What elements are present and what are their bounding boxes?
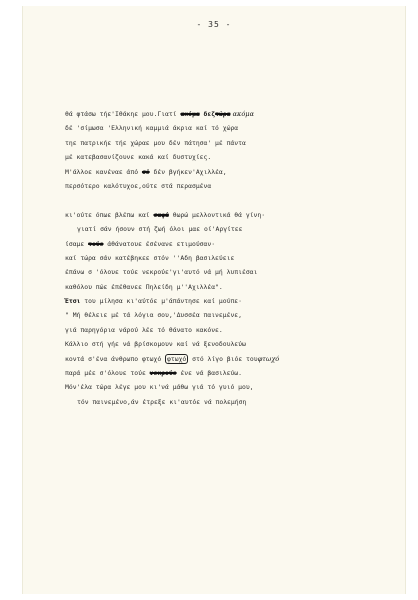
- text-line-15: [65, 323, 401, 337]
- typed-text: Μόν'έλα τώρα λέγε μου κι'νά μάθω γιά τό γυιό μου,: [65, 383, 254, 392]
- text-line-11: [65, 265, 401, 279]
- typed-text: καί τώρα σάν κατέβηκεε στόν ''Αδη βασιλεύειε: [65, 253, 235, 262]
- text-line-2: [65, 121, 401, 135]
- text-line-9: [65, 237, 401, 251]
- text-line-14: [65, 308, 401, 322]
- text-line-13: [65, 294, 401, 308]
- text-line-10: [65, 251, 401, 265]
- page-number: - 35 -: [196, 20, 232, 29]
- typed-text: περσότερο καλότυχοε,ούτε στά περασμένα: [65, 181, 212, 190]
- text-line-8: [65, 222, 401, 236]
- typed-text: στό λίγο βιόε του: [188, 354, 258, 363]
- typed-text: δέ 'σίμωσα 'Ελληνική καμμιά άκρια καί τό χώρα: [65, 124, 239, 133]
- struck-out-word: τώρα: [215, 110, 231, 118]
- typed-text: ένε νά βασιλεύω.: [176, 369, 243, 378]
- text-line-6: [65, 179, 401, 193]
- typed-text: γιατί σάν ήσουν στή ζωή όλοι μαε οί'Αργίτεε: [77, 225, 243, 234]
- struck-out-word: σαφά: [153, 210, 169, 219]
- typed-text: κι'ούτε όπωε βλέπω καί: [65, 210, 154, 219]
- typed-text: θωρώ μελλοντικά θά γίνη·: [168, 210, 266, 219]
- handwritten-correction: ακόμα: [230, 110, 255, 118]
- text-line-7: [65, 208, 401, 222]
- manuscript-page: [22, 6, 406, 594]
- text-line-17: [65, 352, 401, 366]
- typed-text: άθάνατουε έσένανε ετιμούσαν·: [103, 239, 216, 248]
- typed-text: Μ'άλλοε κανέναε άπό: [65, 167, 142, 176]
- text-line-20: [65, 395, 401, 409]
- typewritten-text: [65, 107, 401, 409]
- typed-text: δέν βγήκεν'Αχιλλέα,: [149, 167, 227, 176]
- struck-out-word: τούε: [88, 239, 104, 248]
- typed-text: έπάνω σ 'όλουε τούε νεκρούε'γι'αυτό νά μή λυπιέσαι: [65, 268, 258, 277]
- typed-text: τόν παινεμένο,άν έτρεξε κι'αυτόε νά πολεμήση: [77, 397, 247, 406]
- typed-text: θά φτάσω τήε'Ιθάκηε μου.Γιατί: [65, 110, 181, 118]
- inked-word: Έτσι: [65, 297, 81, 306]
- typed-text: τηε πατρικήε τήε χώραε μου δέν πάτησα' μέ πάντα: [65, 138, 246, 147]
- handwritten-correction: φτωχό: [257, 354, 280, 363]
- text-line-4: [65, 150, 401, 164]
- text-line-16: [65, 337, 401, 351]
- typed-text: ίσαμε: [65, 239, 89, 248]
- text-line-12: [65, 280, 401, 294]
- boxed-word: φτωχό: [167, 354, 187, 363]
- typed-text: κοντά σ'ένα άνθρωπο φτωχό: [65, 354, 166, 363]
- text-line-3: [65, 136, 401, 150]
- struck-out-word: σέ: [141, 167, 150, 176]
- typed-text: Κάλλιο στή γήε νά βρίσκομουν καί νά ξενοδουλεύω: [65, 340, 246, 349]
- typed-text: καθόλου πώε έπέθανεε Πηλείδη μ''Αχιλλέα".: [65, 282, 223, 291]
- typed-text: παρά μέε σ'όλουε τούε: [65, 369, 150, 378]
- struck-out-word: νεκρούε: [149, 369, 177, 378]
- text-line-1: [65, 107, 401, 121]
- text-line-19: [65, 380, 401, 394]
- struck-out-word: ακόμα: [180, 110, 200, 118]
- typed-text: " Μή θέλειε μέ τά λόγια σου,'Δυσσέα παινεμένε,: [65, 311, 242, 320]
- typed-text: γιά παρηγόρια νάρού λέε τό θάνατο κακόνε.: [65, 325, 223, 334]
- text-line-18: [65, 366, 401, 380]
- typed-text: μέ κατεβασανίζουνε κακά καί δυστυχίες.: [65, 153, 212, 162]
- inked-word: δεζ: [199, 110, 216, 118]
- text-line-5: [65, 165, 401, 179]
- typed-text: του μίλησα κι'αύτόε μ'άπάντησε καί μούπε·: [80, 297, 242, 306]
